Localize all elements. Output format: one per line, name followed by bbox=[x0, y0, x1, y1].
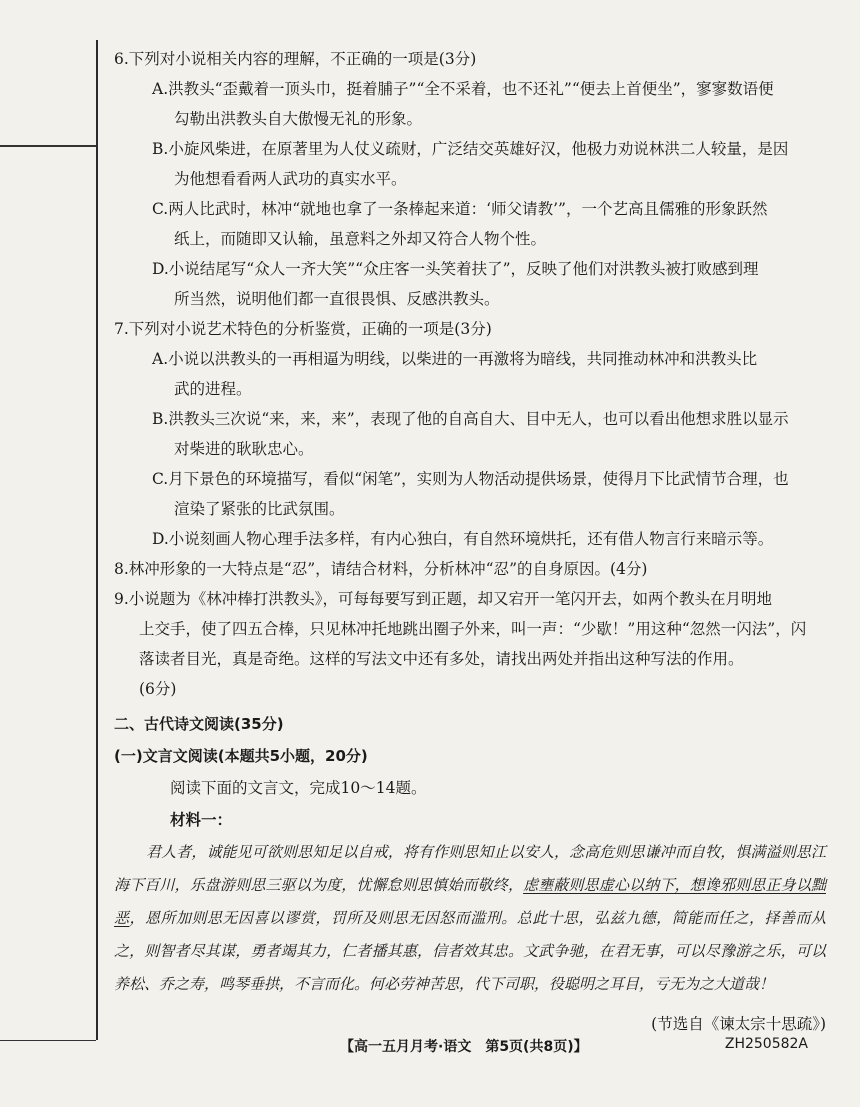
option-b bbox=[152, 134, 826, 194]
option-text: C.两人比武时，林冲“就地也拿了一条棒起来道：‘师父请教’”，一个艺高且儒雅的形象跃然 bbox=[152, 200, 768, 218]
question-text: 落读者目光，真是奇绝。这样的写法文中还有多处，请找出两处并指出这种写法的作用。 bbox=[139, 650, 744, 668]
binding-margin-line bbox=[96, 40, 98, 1040]
footer-code: ZH250582A bbox=[724, 1036, 808, 1052]
option-text: 勾勒出洪教头自大傲慢无礼的形象。 bbox=[174, 110, 423, 128]
question-text: 上交手，使了四五合棒，只见林冲托地跳出圈子外来，叫一声：“少歇！”用这种“忽然一闪法”，闪 bbox=[139, 620, 807, 638]
question-7 bbox=[114, 314, 826, 554]
option-b bbox=[152, 404, 826, 464]
option-a bbox=[152, 74, 826, 134]
question-text: 9.小说题为《林冲棒打洪教头》，可每每要写到正题，却又宕开一笔闪开去，如两个教头在月明地 bbox=[114, 590, 773, 608]
subsection-heading: (一)文言文阅读(本题共5小题，20分) bbox=[114, 747, 368, 765]
option-text: A.洪教头“歪戴着一顶头巾，挺着脯子”“全不采着，也不还礼”“便去上首便坐”，寥寥数语便 bbox=[152, 80, 774, 98]
option-a bbox=[152, 344, 826, 404]
reading-instruction: 阅读下面的文言文，完成10～14题。 bbox=[170, 779, 427, 797]
option-c bbox=[152, 194, 826, 254]
underlined-passage-text: 虑壅蔽则思虚心以纳下，想谗邪则思正身以黜恶 bbox=[114, 876, 826, 927]
question-8: 8.林冲形象的一大特点是“忍”，请结合材料，分析林冲“忍”的自身原因。(4分) bbox=[114, 560, 648, 578]
question-stem: 7.下列对小说艺术特色的分析鉴赏，正确的一项是(3分) bbox=[114, 320, 492, 338]
question-text: (6分) bbox=[139, 680, 177, 698]
option-text: A.小说以洪教头的一再相逼为明线，以柴进的一再激将为暗线，共同推动林冲和洪教头比 bbox=[152, 350, 758, 368]
footer-page-info: 【高一五月月考·语文 第5页(共8页)】 bbox=[340, 1039, 588, 1055]
scan-artifact bbox=[0, 145, 96, 147]
option-text: D.小说结尾写“众人一齐大笑”“众庄客一头笑着扶了”，反映了他们对洪教头被打败感到理 bbox=[152, 260, 759, 278]
scan-artifact bbox=[0, 1040, 96, 1041]
option-text: D.小说刻画人物心理手法多样，有内心独白，有自然环境烘托，还有借人物言行来暗示等。 bbox=[152, 530, 774, 548]
passage-source: (节选自《谏太宗十思疏》) bbox=[651, 1015, 826, 1033]
question-6 bbox=[114, 44, 826, 314]
option-text: 所当然，说明他们都一直很畏惧、反感洪教头。 bbox=[174, 290, 500, 308]
option-text: C.月下景色的环境描写，看似“闲笔”，实则为人物活动提供场景，使得月下比武情节合理，也 bbox=[152, 470, 789, 488]
option-text: 为他想看看两人武功的真实水平。 bbox=[174, 170, 407, 188]
option-text: 武的进程。 bbox=[174, 380, 252, 398]
option-text: 对柴进的耿耿忠心。 bbox=[174, 440, 314, 458]
option-text: 纸上，而随即又认输，虽意料之外却又符合人物个性。 bbox=[174, 230, 547, 248]
option-text: B.小旋风柴进，在原著里为人仗义疏财，广泛结交英雄好汉，他极力劝说林洪二人较量，是因 bbox=[152, 140, 789, 158]
classical-passage bbox=[114, 836, 826, 1001]
option-d bbox=[152, 254, 826, 314]
question-9 bbox=[114, 584, 826, 704]
passage-text: ，恩所加则思无因喜以谬赏，罚所及则思无因怒而滥刑。总此十思，弘兹九德，简能而任之，择善而从之，则智者尽其谋，勇者竭其力，仁者播其惠，信者效其忠。文武争驰，在君无事，可以尽豫游之乐，可以养松、乔之寿，鸣琴垂拱，不言而化。何必劳神苦思，代下司职，役聪明之耳目，亏无为之大道哉！ bbox=[114, 909, 826, 993]
section-heading: 二、古代诗文阅读(35分) bbox=[114, 715, 284, 733]
material-label: 材料一： bbox=[170, 810, 233, 829]
page-content bbox=[114, 44, 826, 1039]
option-text: B.洪教头三次说“来，来，来”，表现了他的自高自大、目中无人，也可以看出他想求胜以显示 bbox=[152, 410, 789, 428]
option-text: 渲染了紧张的比武氛围。 bbox=[174, 500, 345, 518]
option-c bbox=[152, 464, 826, 524]
question-stem: 6.下列对小说相关内容的理解，不正确的一项是(3分) bbox=[114, 50, 477, 68]
option-d bbox=[152, 524, 826, 554]
passage-text: 君人者，诚能见可欲则思知足以自戒，将有作则思知止以安人，念高危则思谦冲而自牧，惧满溢则思江海下百川，乐盘游则思三驱以为度，忧懈怠则思慎始而敬终， bbox=[114, 843, 826, 894]
